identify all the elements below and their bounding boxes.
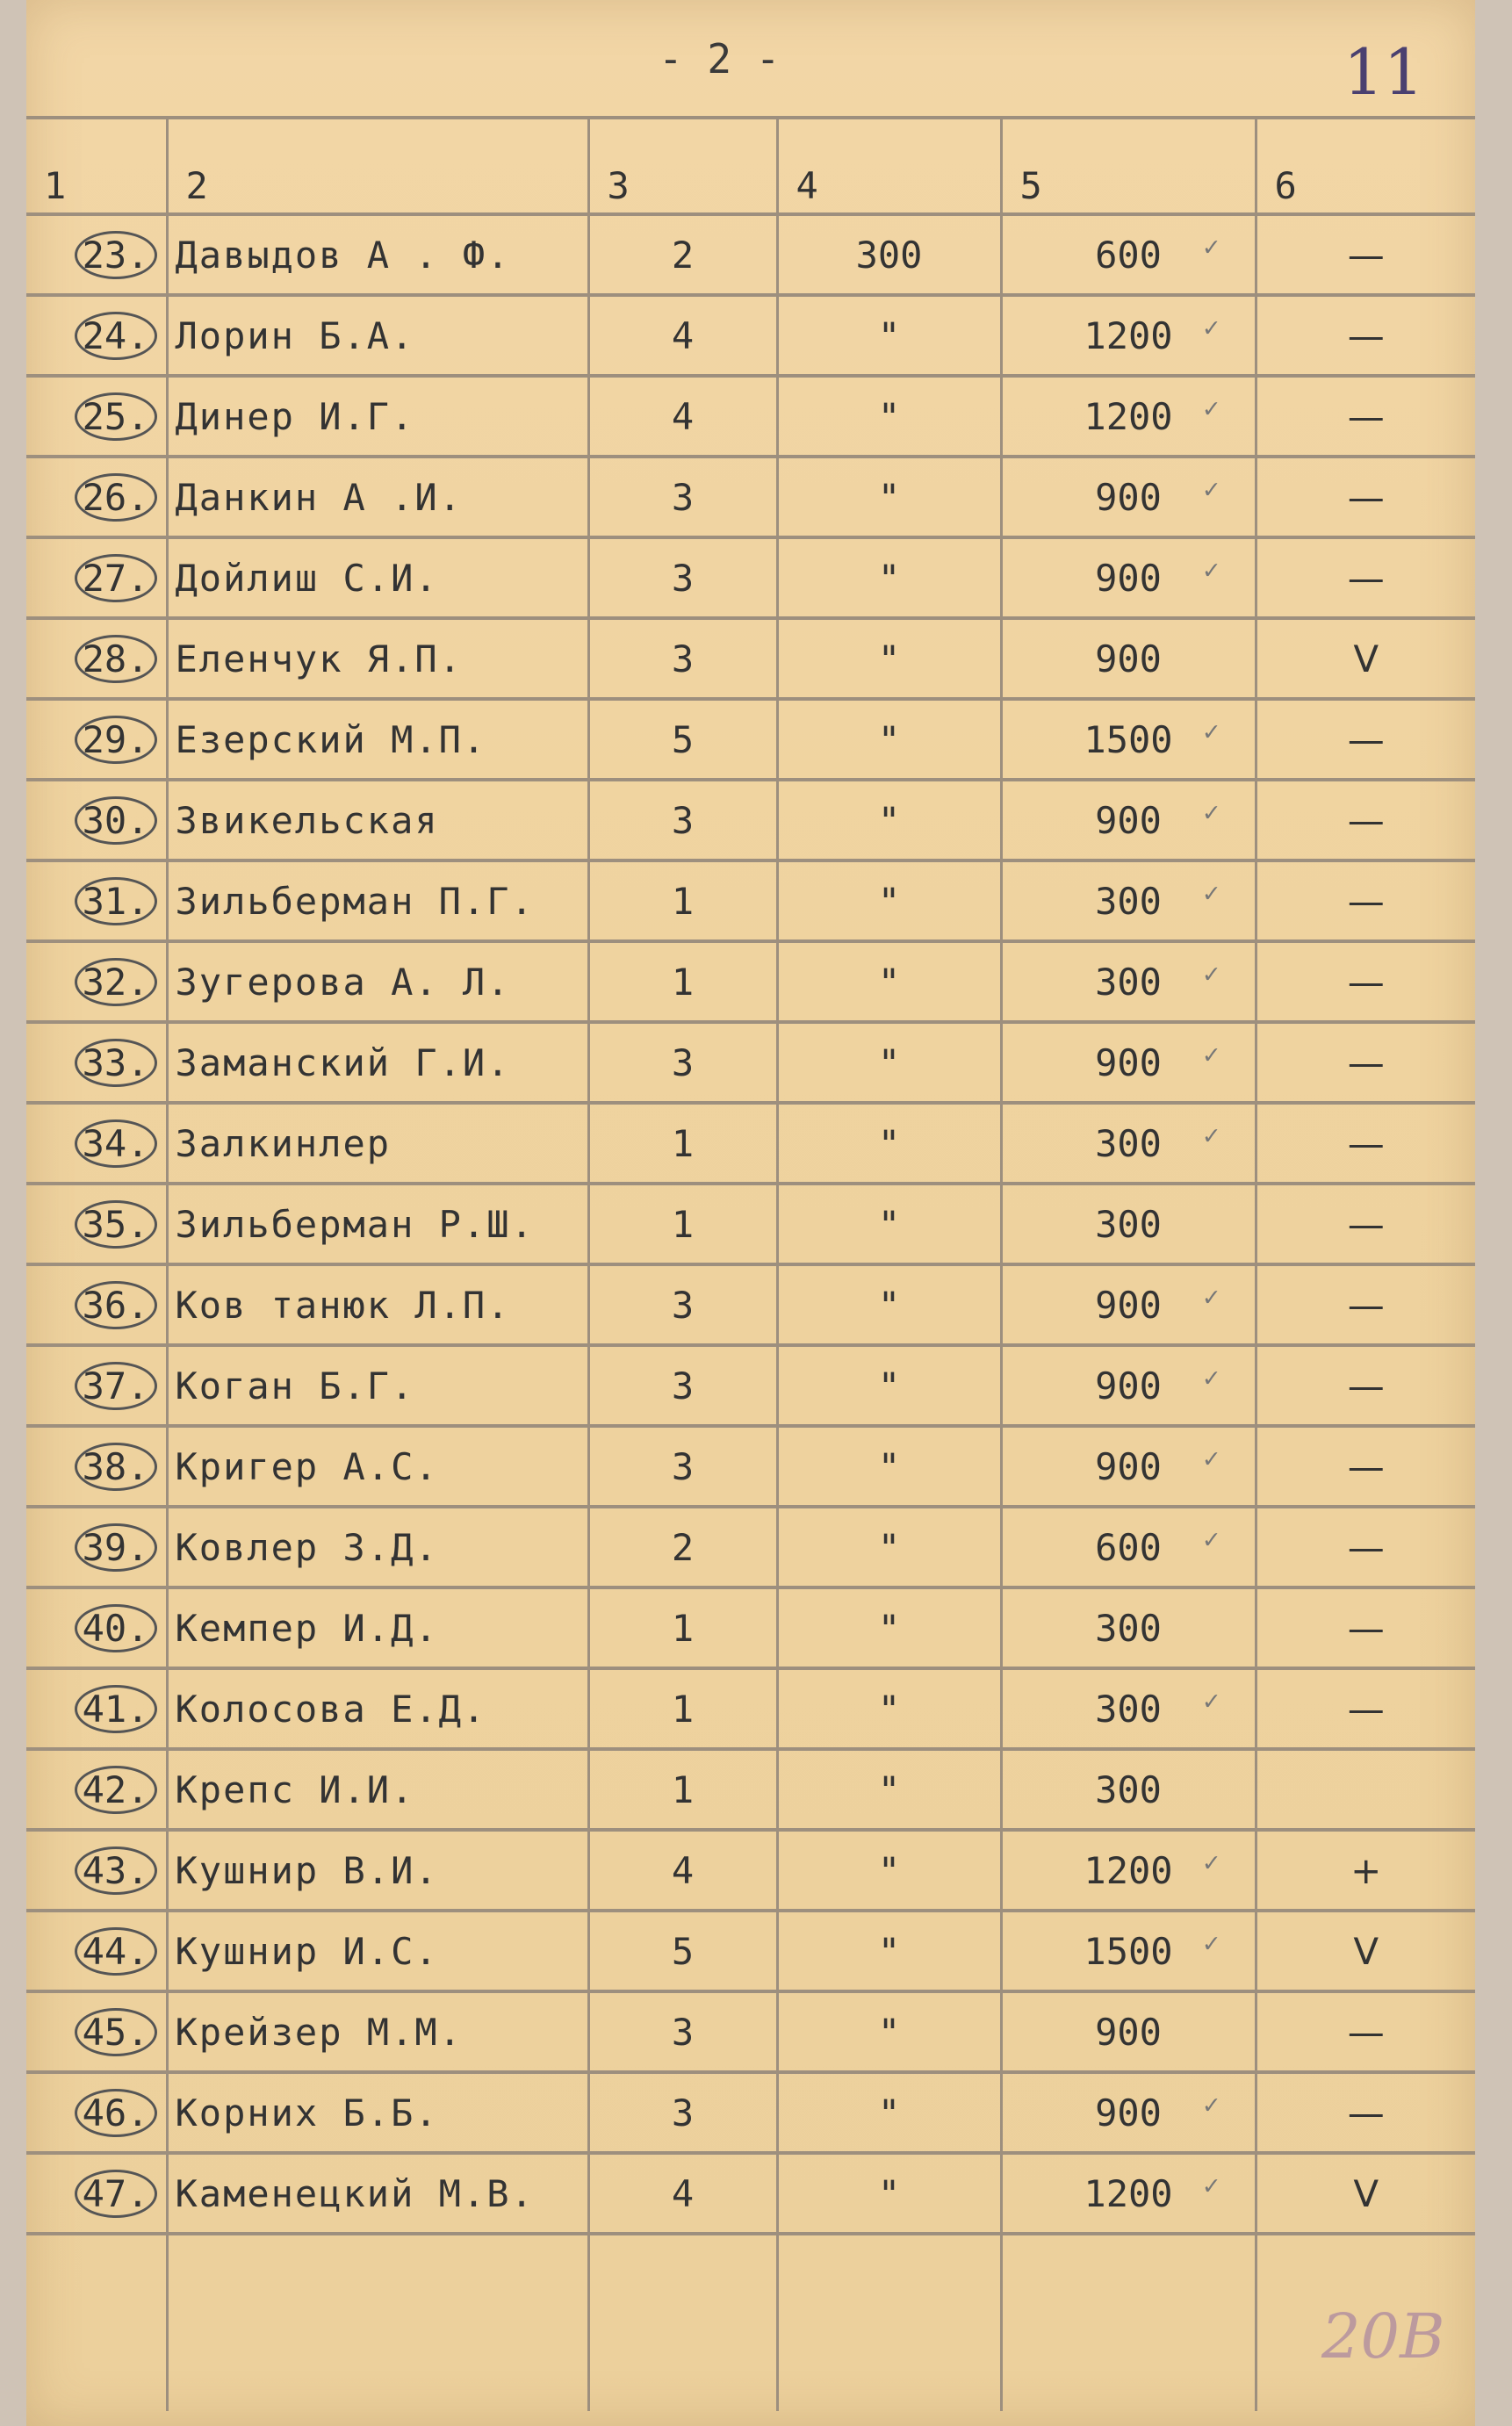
- quantity-cell: 4: [588, 2153, 777, 2234]
- row-number-label: 32.: [75, 958, 157, 1006]
- row-number-label: 45.: [75, 2008, 157, 2056]
- quantity-cell: 1: [588, 941, 777, 1022]
- pencil-tick-icon: ✓: [1203, 1363, 1220, 1393]
- check-mark-cell: V: [1256, 618, 1475, 699]
- row-number-label: 43.: [75, 1846, 157, 1895]
- quantity-cell: 3: [588, 1345, 777, 1426]
- quantity-cell: 5: [588, 1911, 777, 1991]
- row-number-label: 26.: [75, 473, 157, 522]
- sum-value: 300: [1095, 879, 1162, 923]
- sum-value: 1200: [1084, 394, 1173, 438]
- quantity-cell: 3: [588, 537, 777, 618]
- table-row: [26, 295, 1475, 376]
- row-number: [26, 941, 167, 1022]
- row-number: [26, 1991, 167, 2072]
- rate-cell: ": [777, 1587, 1001, 1668]
- header-row: [26, 118, 1475, 214]
- person-name: Кушнир И.С.: [167, 1911, 588, 1991]
- row-number: [26, 2153, 167, 2234]
- sum-cell: [1001, 1830, 1256, 1911]
- sum-value: 300: [1095, 1202, 1162, 1246]
- column-header-5: 5: [1001, 118, 1256, 214]
- pencil-tick-icon: ✓: [1203, 232, 1220, 263]
- sum-value: 1200: [1084, 2171, 1173, 2215]
- row-number: [26, 537, 167, 618]
- row-number: [26, 1668, 167, 1749]
- rate-cell: ": [777, 618, 1001, 699]
- row-number: [26, 860, 167, 941]
- rate-cell: ": [777, 699, 1001, 780]
- sum-cell: [1001, 1749, 1256, 1830]
- person-name: Динер И.Г.: [167, 376, 588, 457]
- table-row: [26, 941, 1475, 1022]
- rate-cell: ": [777, 1264, 1001, 1345]
- empty-cell: [1001, 2234, 1256, 2411]
- pencil-tick-icon: ✓: [1203, 1686, 1220, 1717]
- column-header-3: 3: [588, 118, 777, 214]
- sum-value: 300: [1095, 1687, 1162, 1731]
- row-number: [26, 1345, 167, 1426]
- column-header-1: 1: [26, 118, 167, 214]
- check-mark-cell: —: [1256, 376, 1475, 457]
- rate-cell: ": [777, 1022, 1001, 1103]
- quantity-cell: 1: [588, 1184, 777, 1264]
- pencil-tick-icon: ✓: [1203, 2170, 1220, 2201]
- sum-cell: [1001, 537, 1256, 618]
- pencil-tick-icon: ✓: [1203, 797, 1220, 828]
- check-mark-cell: —: [1256, 941, 1475, 1022]
- row-number: [26, 618, 167, 699]
- person-name: Коган Б.Г.: [167, 1345, 588, 1426]
- person-name: Кушнир В.И.: [167, 1830, 588, 1911]
- table-row: [26, 537, 1475, 618]
- table-row: [26, 1345, 1475, 1426]
- person-name: Заманский Г.И.: [167, 1022, 588, 1103]
- row-number: [26, 1507, 167, 1587]
- check-mark-cell: —: [1256, 860, 1475, 941]
- row-number: [26, 1587, 167, 1668]
- quantity-cell: 3: [588, 1022, 777, 1103]
- check-mark-cell: —: [1256, 1264, 1475, 1345]
- quantity-cell: 4: [588, 295, 777, 376]
- pencil-tick-icon: ✓: [1203, 1847, 1220, 1878]
- pencil-tick-icon: ✓: [1203, 878, 1220, 909]
- pencil-tick-icon: ✓: [1203, 1282, 1220, 1313]
- sum-cell: [1001, 214, 1256, 295]
- person-name: Ковлер З.Д.: [167, 1507, 588, 1587]
- quantity-cell: 3: [588, 618, 777, 699]
- row-number-label: 24.: [75, 312, 157, 360]
- sum-cell: [1001, 780, 1256, 860]
- column-header-4: 4: [777, 118, 1001, 214]
- rate-cell: ": [777, 1103, 1001, 1184]
- person-name: Каменецкий М.В.: [167, 2153, 588, 2234]
- rate-cell: ": [777, 1426, 1001, 1507]
- quantity-cell: 4: [588, 1830, 777, 1911]
- table-row: [26, 1749, 1475, 1830]
- sum-cell: [1001, 941, 1256, 1022]
- table-row: [26, 457, 1475, 537]
- row-number-label: 31.: [75, 877, 157, 925]
- row-number-label: 35.: [75, 1200, 157, 1249]
- rate-cell: ": [777, 1830, 1001, 1911]
- quantity-cell: 3: [588, 2072, 777, 2153]
- rate-cell: ": [777, 376, 1001, 457]
- sum-value: 900: [1095, 1364, 1162, 1407]
- rate-cell: ": [777, 537, 1001, 618]
- rate-cell: ": [777, 1507, 1001, 1587]
- archive-folio-mark: 11: [1343, 35, 1424, 109]
- page-number: - 2 -: [659, 35, 781, 83]
- quantity-cell: 3: [588, 457, 777, 537]
- table-row: [26, 780, 1475, 860]
- row-number-label: 36.: [75, 1281, 157, 1329]
- empty-tail-row: [26, 2234, 1475, 2411]
- sum-value: 1200: [1084, 1848, 1173, 1892]
- row-number-label: 23.: [75, 231, 157, 279]
- row-number-label: 27.: [75, 554, 157, 602]
- check-mark-cell: —: [1256, 295, 1475, 376]
- person-name: Зугерова А. Л.: [167, 941, 588, 1022]
- sum-cell: [1001, 1264, 1256, 1345]
- handwritten-bottom-mark: 20В: [1321, 2300, 1445, 2372]
- pencil-tick-icon: ✓: [1203, 393, 1220, 424]
- check-mark-cell: —: [1256, 699, 1475, 780]
- sum-value: 900: [1095, 798, 1162, 842]
- pencil-tick-icon: ✓: [1203, 313, 1220, 343]
- pencil-tick-icon: ✓: [1203, 1040, 1220, 1070]
- sum-value: 1500: [1084, 1929, 1173, 1973]
- pencil-tick-icon: ✓: [1203, 474, 1220, 505]
- person-name: Дойлиш С.И.: [167, 537, 588, 618]
- pencil-tick-icon: ✓: [1203, 1524, 1220, 1555]
- row-number: [26, 376, 167, 457]
- row-number-label: 40.: [75, 1604, 157, 1652]
- row-number: [26, 1264, 167, 1345]
- sum-cell: [1001, 1991, 1256, 2072]
- table-row: [26, 1587, 1475, 1668]
- table-row: [26, 1830, 1475, 1911]
- quantity-cell: 4: [588, 376, 777, 457]
- table-row: [26, 1022, 1475, 1103]
- quantity-cell: 3: [588, 1264, 777, 1345]
- person-name: Лорин Б.А.: [167, 295, 588, 376]
- table-row: [26, 2072, 1475, 2153]
- rate-cell: ": [777, 1991, 1001, 2072]
- sum-value: 300: [1095, 1121, 1162, 1165]
- check-mark-cell: V: [1256, 1911, 1475, 1991]
- sum-value: 300: [1095, 960, 1162, 1004]
- person-name: Крепс И.И.: [167, 1749, 588, 1830]
- row-number: [26, 295, 167, 376]
- row-number-label: 30.: [75, 796, 157, 845]
- document-sheet: [26, 0, 1475, 2426]
- table-row: [26, 1103, 1475, 1184]
- row-number-label: 47.: [75, 2170, 157, 2218]
- sum-value: 900: [1095, 637, 1162, 680]
- column-header-2: 2: [167, 118, 588, 214]
- check-mark-cell: —: [1256, 1022, 1475, 1103]
- rate-cell: ": [777, 2072, 1001, 2153]
- empty-cell: [777, 2234, 1001, 2411]
- row-number: [26, 1103, 167, 1184]
- row-number-label: 29.: [75, 716, 157, 764]
- check-mark-cell: +: [1256, 1830, 1475, 1911]
- sum-cell: [1001, 457, 1256, 537]
- check-mark-cell: [1256, 1749, 1475, 1830]
- sum-value: 1500: [1084, 717, 1173, 761]
- sum-cell: [1001, 1668, 1256, 1749]
- row-number: [26, 699, 167, 780]
- check-mark-cell: —: [1256, 1426, 1475, 1507]
- rate-cell: ": [777, 1345, 1001, 1426]
- person-name: Звикельская: [167, 780, 588, 860]
- row-number-label: 33.: [75, 1039, 157, 1087]
- quantity-cell: 1: [588, 1587, 777, 1668]
- quantity-cell: 1: [588, 1749, 777, 1830]
- row-number: [26, 1426, 167, 1507]
- sum-value: 600: [1095, 233, 1162, 277]
- check-mark-cell: —: [1256, 780, 1475, 860]
- check-mark-cell: —: [1256, 457, 1475, 537]
- person-name: Крейзер М.М.: [167, 1991, 588, 2072]
- check-mark-cell: —: [1256, 1587, 1475, 1668]
- quantity-cell: 3: [588, 1991, 777, 2072]
- sum-value: 900: [1095, 2091, 1162, 2134]
- sum-value: 300: [1095, 1606, 1162, 1650]
- sum-value: 900: [1095, 475, 1162, 519]
- table-row: [26, 1507, 1475, 1587]
- sum-cell: [1001, 1587, 1256, 1668]
- sum-value: 600: [1095, 1525, 1162, 1569]
- sum-cell: [1001, 1507, 1256, 1587]
- check-mark-cell: —: [1256, 537, 1475, 618]
- quantity-cell: 1: [588, 1103, 777, 1184]
- check-mark-cell: —: [1256, 1991, 1475, 2072]
- person-name: Колосова Е.Д.: [167, 1668, 588, 1749]
- person-name: Корних Б.Б.: [167, 2072, 588, 2153]
- row-number-label: 38.: [75, 1443, 157, 1491]
- table-row: [26, 1668, 1475, 1749]
- quantity-cell: 1: [588, 860, 777, 941]
- rate-cell: ": [777, 860, 1001, 941]
- check-mark-cell: V: [1256, 2153, 1475, 2234]
- person-name: Ков танюк Л.П.: [167, 1264, 588, 1345]
- check-mark-cell: —: [1256, 2072, 1475, 2153]
- check-mark-cell: —: [1256, 214, 1475, 295]
- table-row: [26, 1264, 1475, 1345]
- sum-value: 900: [1095, 1040, 1162, 1084]
- rate-cell: ": [777, 780, 1001, 860]
- rate-cell: ": [777, 1668, 1001, 1749]
- row-number-label: 42.: [75, 1766, 157, 1814]
- row-number-label: 46.: [75, 2089, 157, 2137]
- pencil-tick-icon: ✓: [1203, 716, 1220, 747]
- row-number-label: 44.: [75, 1927, 157, 1976]
- sum-cell: [1001, 860, 1256, 941]
- row-number: [26, 1184, 167, 1264]
- empty-cell: [167, 2234, 588, 2411]
- table-row: [26, 1911, 1475, 1991]
- person-name: Езерский М.П.: [167, 699, 588, 780]
- ledger-table: [26, 116, 1475, 2411]
- row-number-label: 37.: [75, 1362, 157, 1410]
- quantity-cell: 1: [588, 1668, 777, 1749]
- check-mark-cell: —: [1256, 1184, 1475, 1264]
- row-number: [26, 1022, 167, 1103]
- quantity-cell: 2: [588, 214, 777, 295]
- person-name: Зильберман П.Г.: [167, 860, 588, 941]
- row-number-label: 25.: [75, 392, 157, 441]
- sum-cell: [1001, 376, 1256, 457]
- pencil-tick-icon: ✓: [1203, 1443, 1220, 1474]
- rate-cell: 300: [777, 214, 1001, 295]
- sum-cell: [1001, 1911, 1256, 1991]
- table-row: [26, 1184, 1475, 1264]
- column-header-6: 6: [1256, 118, 1475, 214]
- check-mark-cell: —: [1256, 1345, 1475, 1426]
- pencil-tick-icon: ✓: [1203, 1928, 1220, 1959]
- sum-cell: [1001, 1426, 1256, 1507]
- quantity-cell: 3: [588, 1426, 777, 1507]
- pencil-tick-icon: ✓: [1203, 555, 1220, 586]
- person-name: Еленчук Я.П.: [167, 618, 588, 699]
- rate-cell: ": [777, 941, 1001, 1022]
- pencil-tick-icon: ✓: [1203, 1120, 1220, 1151]
- table-row: [26, 1991, 1475, 2072]
- sum-cell: [1001, 1022, 1256, 1103]
- table-row: [26, 1426, 1475, 1507]
- rate-cell: ": [777, 1749, 1001, 1830]
- quantity-cell: 3: [588, 780, 777, 860]
- person-name: Данкин А .И.: [167, 457, 588, 537]
- check-mark-cell: —: [1256, 1103, 1475, 1184]
- table-row: [26, 376, 1475, 457]
- table-row: [26, 699, 1475, 780]
- person-name: Залкинлер: [167, 1103, 588, 1184]
- table-row: [26, 860, 1475, 941]
- pencil-tick-icon: ✓: [1203, 959, 1220, 990]
- rate-cell: ": [777, 295, 1001, 376]
- row-number: [26, 457, 167, 537]
- empty-cell: [588, 2234, 777, 2411]
- sum-value: 900: [1095, 556, 1162, 600]
- rate-cell: ": [777, 1911, 1001, 1991]
- sum-cell: [1001, 2072, 1256, 2153]
- quantity-cell: 5: [588, 699, 777, 780]
- person-name: Зильберман Р.Ш.: [167, 1184, 588, 1264]
- person-name: Кригер А.С.: [167, 1426, 588, 1507]
- row-number: [26, 780, 167, 860]
- sum-cell: [1001, 1184, 1256, 1264]
- table-row: [26, 214, 1475, 295]
- sum-cell: [1001, 2153, 1256, 2234]
- row-number-label: 34.: [75, 1119, 157, 1168]
- sum-cell: [1001, 295, 1256, 376]
- check-mark-cell: —: [1256, 1507, 1475, 1587]
- row-number: [26, 1830, 167, 1911]
- sum-value: 300: [1095, 1767, 1162, 1811]
- rate-cell: ": [777, 457, 1001, 537]
- person-name: Давыдов А . Ф.: [167, 214, 588, 295]
- row-number: [26, 2072, 167, 2153]
- row-number: [26, 1911, 167, 1991]
- check-mark-cell: —: [1256, 1668, 1475, 1749]
- table-row: [26, 2153, 1475, 2234]
- row-number: [26, 1749, 167, 1830]
- sum-cell: [1001, 618, 1256, 699]
- sum-cell: [1001, 1345, 1256, 1426]
- sum-value: 900: [1095, 1444, 1162, 1488]
- sum-value: 900: [1095, 1283, 1162, 1327]
- table-row: [26, 618, 1475, 699]
- row-number-label: 39.: [75, 1523, 157, 1572]
- sum-value: 1200: [1084, 313, 1173, 357]
- empty-cell: [26, 2234, 167, 2411]
- person-name: Кемпер И.Д.: [167, 1587, 588, 1668]
- quantity-cell: 2: [588, 1507, 777, 1587]
- rate-cell: ": [777, 2153, 1001, 2234]
- row-number-label: 28.: [75, 635, 157, 683]
- sum-value: 900: [1095, 2010, 1162, 2054]
- row-number-label: 41.: [75, 1685, 157, 1733]
- row-number: [26, 214, 167, 295]
- sum-cell: [1001, 1103, 1256, 1184]
- pencil-tick-icon: ✓: [1203, 2090, 1220, 2120]
- rate-cell: ": [777, 1184, 1001, 1264]
- sum-cell: [1001, 699, 1256, 780]
